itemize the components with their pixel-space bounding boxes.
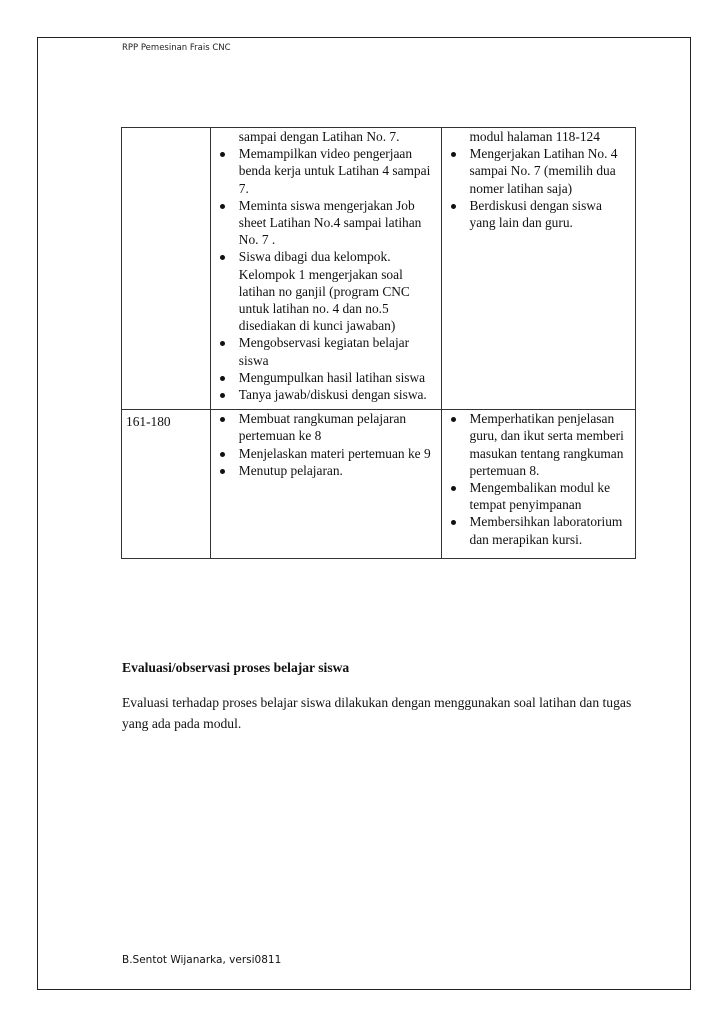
list-item: Membuat rangkuman pelajaran pertemuan ke 8 (211, 410, 441, 444)
bullet-icon (220, 417, 225, 422)
bullet-icon (220, 469, 225, 474)
section-heading: Evaluasi/observasi proses belajar siswa (122, 660, 350, 675)
list-item: Tanya jawab/diskusi dengan siswa. (211, 386, 441, 403)
teacher-activity-cell (210, 128, 441, 410)
teacher-activity-list (211, 410, 441, 479)
teacher-activity-cell (210, 410, 441, 559)
list-item: Berdiskusi dengan siswa yang lain dan guru. (442, 197, 636, 231)
bullet-icon (451, 417, 456, 422)
bullet-icon (220, 152, 225, 157)
bullet-icon (220, 341, 225, 346)
section-paragraph: Evaluasi terhadap proses belajar siswa dilakukan dengan menggunakan soal latihan dan tugas yang ada pada modul. (122, 695, 632, 731)
page-header: RPP Pemesinan Frais CNC (122, 43, 231, 53)
list-item: Membersihkan laboratorium dan merapikan kursi. (442, 513, 636, 547)
list-item: Mengumpulkan hasil latihan siswa (211, 369, 441, 386)
bullet-icon (451, 486, 456, 491)
continuation-text: modul halaman 118-124 (469, 129, 600, 144)
bullet-icon (220, 376, 225, 381)
bullet-icon (220, 255, 225, 260)
list-item: Mengerjakan Latihan No. 4 sampai No. 7 (memilih dua nomer latihan saja) (442, 145, 636, 197)
bullet-icon (220, 452, 225, 457)
continuation-text: sampai dengan Latihan No. 7. (238, 129, 400, 144)
bullet-icon (451, 204, 456, 209)
list-item: Mengembalikan modul ke tempat penyimpanan (442, 479, 636, 513)
teacher-activity-list (211, 145, 441, 403)
list-item: Menjelaskan materi pertemuan ke 9 (211, 445, 441, 462)
student-activity-list (442, 145, 636, 231)
list-item: Siswa dibagi dua kelompok. Kelompok 1 mengerjakan soal latihan no ganjil (program CNC untuk latihan no. 4 dan no.5 disediakan di kunci jawaban) (211, 248, 441, 334)
lesson-plan-table (121, 127, 636, 559)
time-cell: 161-180 (122, 410, 211, 559)
time-cell (122, 128, 211, 410)
page-footer: B.Sentot Wijanarka, versi0811 (122, 954, 282, 966)
bullet-icon (220, 204, 225, 209)
list-item: Memampilkan video pengerjaan benda kerja untuk Latihan 4 sampai 7. (211, 145, 441, 197)
student-activity-cell (441, 128, 636, 410)
list-item: Mengobservasi kegiatan belajar siswa (211, 334, 441, 368)
bullet-icon (451, 520, 456, 525)
table-row (122, 128, 636, 410)
bullet-icon (220, 393, 225, 398)
bullet-icon (451, 152, 456, 157)
student-activity-cell (441, 410, 636, 559)
student-activity-list (442, 410, 636, 548)
list-item: Meminta siswa mengerjakan Job sheet Latihan No.4 sampai latihan No. 7 . (211, 197, 441, 249)
list-item: Menutup pelajaran. (211, 462, 441, 479)
list-item: Memperhatikan penjelasan guru, dan ikut serta memberi masukan tentang rangkuman pertemuan 8. (442, 410, 636, 479)
table-row (122, 410, 636, 559)
